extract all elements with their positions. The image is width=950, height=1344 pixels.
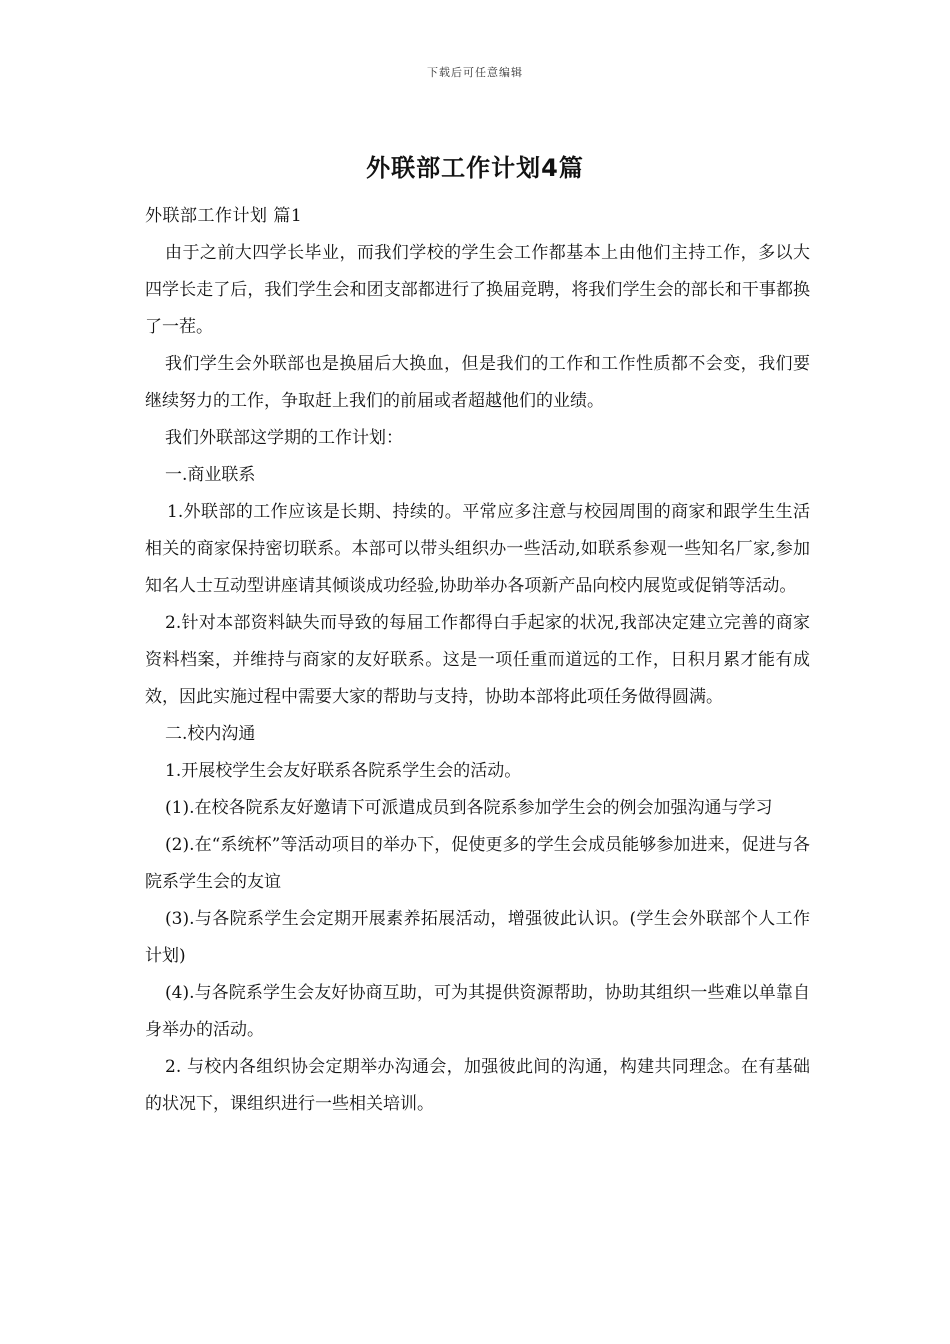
heading-business-contact: 一.商业联系 <box>165 465 256 485</box>
paragraph-11: 2. 与校内各组织协会定期举办沟通会，加强彼此间的沟通，构建共同理念。在有基础的状况下，课组织进行一些相关培训。 <box>145 1057 810 1114</box>
paragraph-2: 我们学生会外联部也是换届后大换血，但是我们的工作和工作性质都不会变，我们要继续努力的工作，争取赶上我们的前届或者超越他们的业绩。 <box>145 354 810 411</box>
paragraph-3: 我们外联部这学期的工作计划： <box>165 428 403 448</box>
heading-campus-communication: 二.校内沟通 <box>165 724 256 744</box>
paragraph-1: 由于之前大四学长毕业，而我们学校的学生会工作都基本上由他们主持工作，多以大四学长走了后，我们学生会和团支部都进行了换届竞聘，将我们学生会的部长和干事都换了一茬。 <box>145 243 810 337</box>
paragraph-4: 1.外联部的工作应该是长期、持续的。平常应多注意与校园周围的商家和跟学生生活相关的商家保持密切联系。本部可以带头组织办一些活动,如联系参观一些知名厂家,参加知名人士互动型讲座请其倾谈成功经验,协助举办各项新产品向校内展览或促销等活动。 <box>145 502 810 596</box>
header-note: 下载后可任意编辑 <box>427 66 523 79</box>
paragraph-5: 2.针对本部资料缺失而导致的每届工作都得白手起家的状况,我部决定建立完善的商家资料档案，并维持与商家的友好联系。这是一项任重而道远的工作，日积月累才能有成效，因此实施过程中需要大家的帮助与支持，协助本部将此项任务做得圆满。 <box>145 613 810 707</box>
paragraph-9: (3).与各院系学生会定期开展素养拓展活动，增强彼此认识。(学生会外联部个人工作计划) <box>145 909 810 966</box>
document-body <box>145 198 810 1123</box>
paragraph-10: (4).与各院系学生会友好协商互助，可为其提供资源帮助，协助其组织一些难以单靠自身举办的活动。 <box>145 983 810 1040</box>
paragraph-6: 1.开展校学生会友好联系各院系学生会的活动。 <box>165 761 522 781</box>
section-label: 外联部工作计划 篇1 <box>145 206 303 226</box>
paragraph-7: (1).在校各院系友好邀请下可派遣成员到各院系参加学生会的例会加强沟通与学习 <box>165 798 773 818</box>
document-title: 外联部工作计划4篇 <box>366 154 584 182</box>
paragraph-8: (2).在“系统杯”等活动项目的举办下，促使更多的学生会成员能够参加进来，促进与各院系学生会的友谊 <box>145 835 810 892</box>
